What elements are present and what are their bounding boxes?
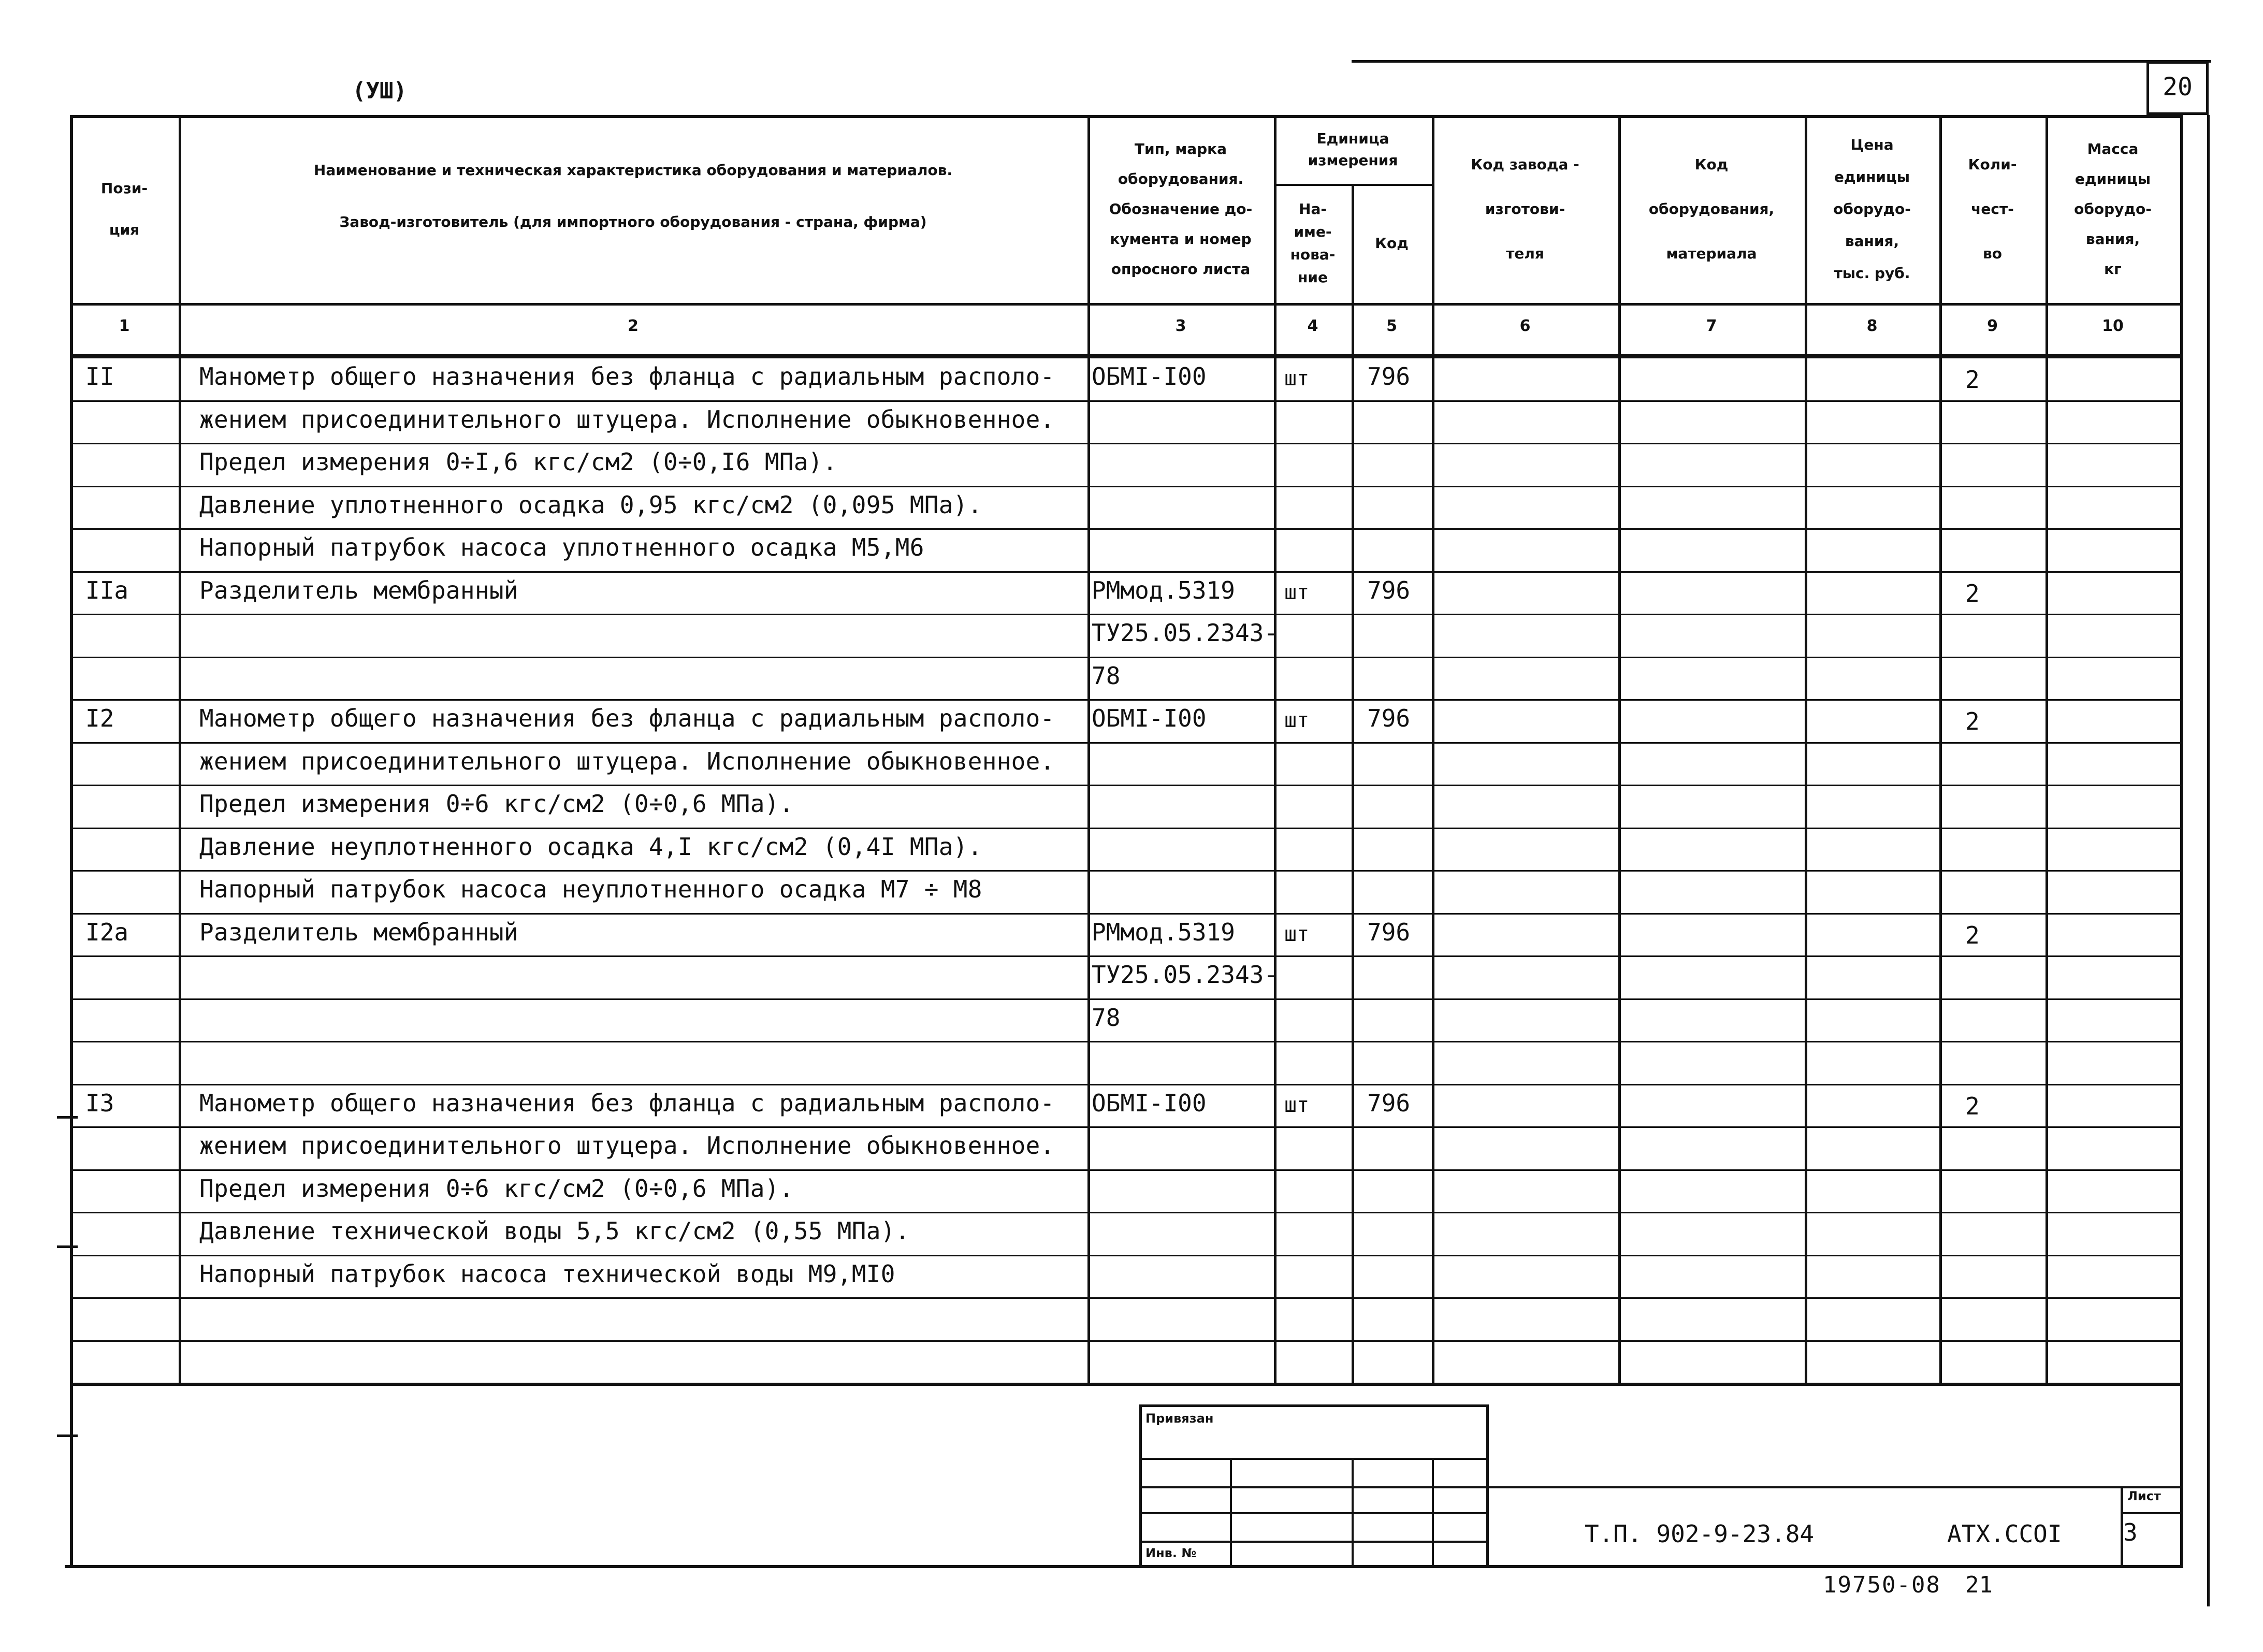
table-bottom-rule (70, 1383, 2180, 1386)
header-mass-line: единицы (2075, 170, 2151, 187)
row-type: ТУ25.05.2343- (1092, 619, 1279, 647)
header-mass-line: Масса (2087, 140, 2139, 157)
header-unit-name-line: нова- (1290, 246, 1336, 263)
row-rule (70, 1297, 2180, 1299)
header-mass (2046, 115, 2180, 303)
stamp-column-rule (1352, 1458, 1354, 1565)
row-rule (70, 614, 2180, 615)
list-box-rule (2121, 1512, 2180, 1514)
header-type-line: опросного листа (1111, 260, 1251, 278)
column-number: 6 (1519, 317, 1531, 335)
row-unit-code: 796 (1367, 1089, 1411, 1117)
row-unit-code: 796 (1367, 918, 1411, 946)
header-plant-code-line: изготови- (1485, 200, 1565, 218)
row-type: РМмод.5319 (1092, 576, 1235, 604)
project-number: Т.П. 902-9-23.84 (1585, 1520, 1815, 1548)
row-rule (70, 870, 2180, 872)
row-name: Манометр общего назначения без фланца с радиальным располо- (199, 704, 1055, 732)
header-type-line: Тип, марка (1134, 140, 1227, 157)
stamp-top (1139, 1404, 1486, 1407)
header-mass-line: кг (2104, 260, 2122, 278)
header-name-line1: Наименование и техническая характеристика оборудования и материалов. (313, 162, 953, 179)
row-rule (70, 785, 2180, 786)
row-rule (70, 657, 2180, 658)
header-price-line: Цена (1850, 136, 1894, 153)
stamp-row-rule (1139, 1541, 1486, 1543)
stamp-inventory-label: Инв. № (1145, 1546, 1197, 1560)
row-name: жением присоединительного штуцера. Исполнение обыкновенное. (199, 747, 1055, 775)
row-quantity: 2 (1965, 366, 1980, 394)
stamp-privyazan-label: Привязан (1145, 1411, 1214, 1426)
header-price-line: вания, (1845, 232, 1899, 250)
column-rule (1618, 115, 1621, 1383)
row-name: Манометр общего назначения без фланца с радиальным располо- (199, 1089, 1055, 1117)
column-number: 9 (1987, 317, 1998, 335)
header-mass-line: вания, (2085, 230, 2140, 248)
title-area-top (1486, 1486, 2180, 1488)
row-name: Напорный патрубок насоса неуплотненного осадка М7 ÷ М8 (199, 875, 982, 903)
row-name: Давление неуплотненного осадка 4,I кгс/см2 (0,4I МПа). (199, 832, 982, 861)
row-name: Разделитель мембранный (199, 576, 518, 604)
header-unit-name-line: На- (1299, 200, 1327, 218)
header-equipment-code-line: Код (1694, 155, 1729, 173)
row-name: Напорный патрубок насоса технической воды М9,МI0 (199, 1259, 895, 1288)
header-mass-line: оборудо- (2074, 200, 2152, 218)
row-name: жением присоединительного штуцера. Исполнение обыкновенное. (199, 1132, 1055, 1160)
header-unit (1274, 115, 1432, 184)
stamp-column-rule (1432, 1458, 1434, 1565)
footer-code: 19750-08 (1823, 1572, 1941, 1598)
row-type: 78 (1092, 1003, 1121, 1032)
row-rule (70, 443, 2180, 444)
header-unit-code (1352, 184, 1432, 303)
column-number: 10 (2102, 317, 2124, 335)
row-rule (70, 1340, 2180, 1342)
document-code: АТХ.ССОI (1947, 1520, 2062, 1548)
row-type: ОБМI-I00 (1092, 363, 1207, 390)
header-quantity-line: во (1983, 244, 2002, 262)
row-position: I2a (85, 918, 129, 946)
column-number: 5 (1386, 317, 1397, 335)
row-rule (70, 998, 2180, 1000)
header-position (70, 115, 179, 303)
header-unit-line: измерения (1308, 151, 1398, 169)
row-rule (70, 486, 2180, 487)
header-equipment-code-line: материала (1666, 244, 1757, 262)
header-unit-name-line: име- (1294, 223, 1332, 240)
row-quantity: 2 (1965, 1092, 1980, 1120)
header-quantity (1939, 115, 2046, 303)
column-number: 7 (1706, 317, 1717, 335)
row-rule (70, 955, 2180, 957)
row-type: РМмод.5319 (1092, 918, 1235, 946)
row-rule (70, 1169, 2180, 1171)
row-name: Предел измерения 0÷I,6 кгс/см2 (0÷0,I6 МПа). (199, 448, 837, 476)
top-rule (1352, 60, 2211, 63)
header-type-line: кумента и номер (1110, 230, 1252, 248)
row-type: 78 (1092, 661, 1121, 690)
frame-bottom (65, 1565, 2183, 1568)
margin-tick (57, 1434, 78, 1437)
sheet-number: 20 (2163, 73, 2193, 102)
column-number: 2 (628, 317, 639, 335)
row-rule (70, 1084, 2180, 1085)
row-rule (70, 400, 2180, 402)
margin-tick (57, 1116, 78, 1119)
row-type: ТУ25.05.2343- (1092, 961, 1279, 989)
row-unit: шт (1284, 922, 1310, 946)
header-price-line: единицы (1834, 168, 1910, 185)
row-rule (70, 699, 2180, 701)
header-name-line2: Завод-изготовитель (для импортного оборудования - страна, фирма) (339, 213, 927, 230)
header-plant-code (1432, 115, 1618, 303)
header-unit-line: Единица (1316, 129, 1389, 147)
section-label: (УШ) (352, 78, 407, 104)
row-type: ОБМI-I00 (1092, 1089, 1207, 1117)
row-unit-code: 796 (1367, 704, 1411, 732)
stamp-row-rule (1139, 1458, 1486, 1460)
margin-tick (57, 1245, 78, 1248)
row-rule (70, 828, 2180, 829)
row-quantity: 2 (1965, 579, 1980, 607)
column-rule (1274, 115, 1276, 1383)
header-quantity-line: чест- (1971, 200, 2014, 218)
header-plant-code-line: Код завода - (1471, 155, 1579, 173)
row-unit: шт (1284, 367, 1310, 390)
stamp-row-rule (1139, 1486, 1486, 1488)
row-rule (70, 1212, 2180, 1213)
row-type: ОБМI-I00 (1092, 704, 1207, 732)
row-quantity: 2 (1965, 707, 1980, 735)
frame-right (2180, 115, 2183, 1565)
row-quantity: 2 (1965, 921, 1980, 949)
row-unit: шт (1284, 1093, 1310, 1117)
row-position: IIa (85, 576, 129, 604)
column-rule (1352, 184, 1354, 1383)
row-rule (70, 742, 2180, 744)
row-name: Предел измерения 0÷6 кгс/см2 (0÷0,6 МПа). (199, 790, 794, 818)
row-unit-code: 796 (1367, 363, 1411, 390)
header-price (1805, 115, 1939, 303)
header-unit-code-line: Код (1375, 235, 1409, 252)
row-position: II (85, 363, 114, 390)
column-rule (1939, 115, 1942, 1383)
stamp-right (1486, 1404, 1489, 1565)
header-type (1087, 115, 1274, 303)
footer-page: 21 (1965, 1572, 1993, 1598)
row-name: жением присоединительного штуцера. Исполнение обыкновенное. (199, 405, 1055, 433)
column-number: 8 (1866, 317, 1878, 335)
row-position: I2 (85, 704, 114, 732)
outer-right-rule (2207, 115, 2210, 1606)
row-name: Давление уплотненного осадка 0,95 кгс/см2 (0,095 МПа). (199, 490, 982, 519)
column-rule (1432, 115, 1434, 1383)
column-rule (1087, 115, 1090, 1383)
row-unit: шт (1284, 708, 1310, 732)
row-rule (70, 1255, 2180, 1256)
row-name: Манометр общего назначения без фланца с радиальным располо- (199, 363, 1055, 390)
row-rule (70, 913, 2180, 915)
row-name: Разделитель мембранный (199, 918, 518, 946)
header-bottom-rule (70, 303, 2180, 306)
header-position-line: ция (109, 221, 140, 238)
header-equipment-code (1618, 115, 1805, 303)
column-number: 3 (1175, 317, 1186, 335)
row-name: Давление технической воды 5,5 кгс/см2 (0,55 МПа). (199, 1217, 910, 1245)
row-unit-code: 796 (1367, 576, 1411, 604)
header-price-line: тыс. руб. (1834, 264, 1910, 282)
row-name: Предел измерения 0÷6 кгс/см2 (0÷0,6 МПа). (199, 1174, 794, 1202)
header-unit-name (1274, 184, 1352, 303)
stamp-row-rule (1139, 1512, 1486, 1514)
row-rule (70, 571, 2180, 573)
row-rule (70, 1126, 2180, 1128)
header-unit-name-line: ние (1298, 269, 1328, 286)
header-price-line: оборудо- (1833, 200, 1911, 218)
row-unit: шт (1284, 580, 1310, 604)
header-position-line: Пози- (100, 179, 148, 197)
column-rule (1805, 115, 1807, 1383)
row-position: I3 (85, 1089, 114, 1117)
header-quantity-line: Коли- (1968, 155, 2017, 173)
column-rule (2046, 115, 2048, 1383)
header-plant-code-line: теля (1506, 244, 1544, 262)
sheet-label: Лист (2127, 1489, 2161, 1503)
numbers-bottom-rule (70, 354, 2180, 358)
sheet-value: 3 (2123, 1518, 2138, 1546)
column-rule (179, 115, 181, 1383)
header-equipment-code-line: оборудования, (1648, 200, 1775, 218)
row-rule (70, 1041, 2180, 1042)
column-number: 1 (119, 317, 130, 335)
row-rule (70, 528, 2180, 530)
row-name: Напорный патрубок насоса уплотненного осадка М5,М6 (199, 533, 924, 561)
header-type-line: Обозначение до- (1109, 200, 1253, 218)
header-type-line: оборудования. (1118, 170, 1244, 187)
column-number: 4 (1307, 317, 1318, 335)
